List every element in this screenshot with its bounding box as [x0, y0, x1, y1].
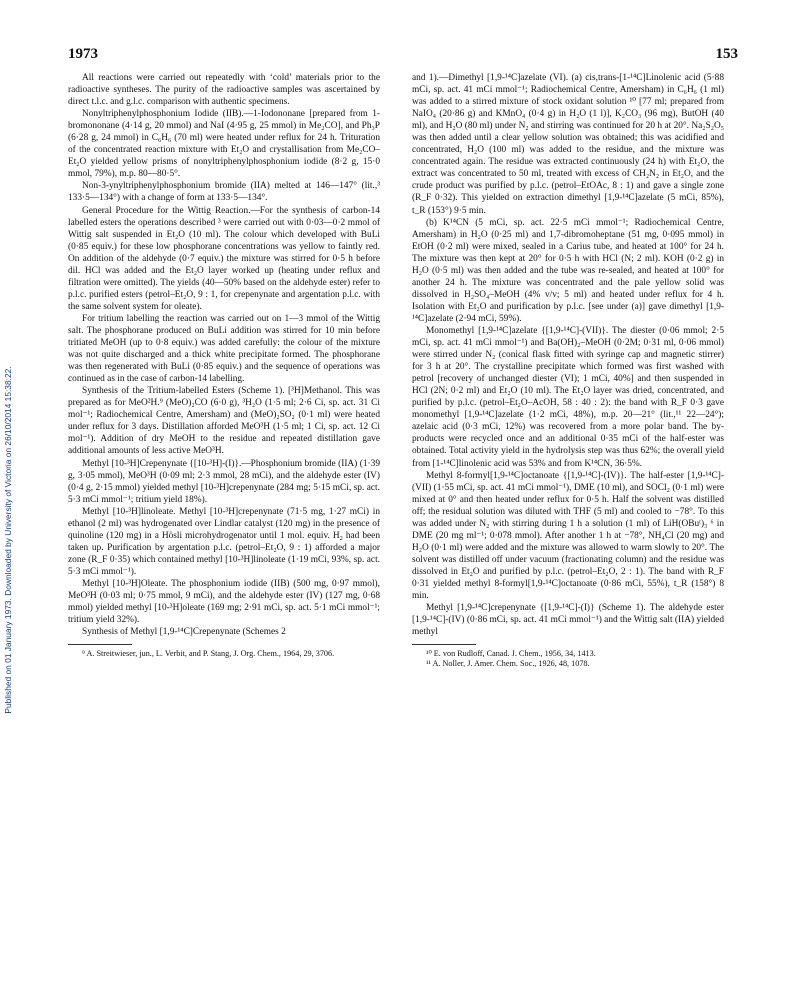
- left-paragraph: Methyl [10-³H]linoleate. Methyl [10-³H]crepenynate (71·5 mg, 1·27 mCi) in ethanol (2 ml) was hydrogenated over Lindlar catalyst (120 mg) in the presence of quinoline (120 mg) in a Hösli microhydrogenator until 1 mol. equiv. H₂ had been taken up. Purification by argentation p.l.c. (petrol–Et₂O, 9 : 1) afforded a major zone (R_F 0·35) which contained methyl [10-³H]linoleate (1·19 mCi, 93%, sp. act. 5·3 mCi mmol⁻¹).: [68, 506, 380, 577]
- footnote: ¹⁰ E. von Rudloff, Canad. J. Chem., 1956, 34, 1413.: [426, 649, 596, 659]
- running-header-year: 1973: [68, 46, 98, 62]
- footnote-divider: [68, 644, 132, 645]
- footnote-divider: [412, 644, 476, 645]
- download-notice-text[interactable]: Published on 01 January 1973. Downloaded by University of Victoria on 26/10/2014 15:38:22.: [3, 366, 13, 714]
- left-paragraph: Synthesis of Methyl [1,9-¹⁴C]Crepenynate (Schemes 2: [82, 627, 286, 638]
- footnote: ¹¹ A. Noller, J. Amer. Chem. Soc., 1926, 48, 1078.: [426, 659, 590, 669]
- right-paragraph: (b) K¹⁴CN (5 mCi, sp. act. 22·5 mCi mmol⁻¹; Radiochemical Centre, Amersham) in H₂O (0·25 ml) and 1,7-dibromoheptane (51 mg, 0·095 mmol) in EtOH (0·2 ml) were mixed, sealed in a Carius tube, and heated at 100° for 24 h. The mixture was then kept at 20° for 0·5 h with HCl (N; 2 ml). KOH (0·2 g) in H₂O (0·5 ml) was then added and the tube was re-sealed, and heated at 100° for another 24 h. The mixture was concentrated and the pale yellow solid was dissolved in H₂SO₄–MeOH (4% v/v; 5 ml) and heated under reflux for 4 h. Isolation with Et₂O and purification by p.l.c. [see under (a)] gave dimethyl [1,9-¹⁴C]azelate (2·94 mCi, 59%).: [412, 217, 724, 324]
- footnote: ⁹ A. Streitwieser, jun., L. Verbit, and P. Stang, J. Org. Chem., 1964, 29, 3706.: [82, 649, 335, 659]
- left-paragraph: For tritium labelling the reaction was carried out on 1—3 mmol of the Wittig salt. The phosphorane produced on BuLi addition was stirred for 10 min before tritiated MeOH (up to 0·8 equiv.) was added carefully: the colour of the mixture was not quite discharged and a thick white precipitate formed. The phosphorane was then regenerated with BuLi (0·85 equiv.) and the sequence of operations was continued as in the case of carbon-14 labelling.: [68, 313, 380, 385]
- page-number: 153: [715, 46, 738, 62]
- left-paragraph: Nonyltriphenylphosphonium Iodide (IIB).—1-Iodononane [prepared from 1-bromononane (4·14 g, 20 mmol) and NaI (4·95 g, 25 mmol) in Me₂CO], and Ph₃P (6·28 g, 24 mmol) in C₆H₆ (70 ml) were heated under reflux for 24 h. Trituration of the concentrated reaction mixture with Et₂O and crystallisation from Me₂CO–Et₂O yielded yellow prisms of nonyltriphenylphosphonium iodide (8·2 g, 15·0 mmol, 79%), m.p. 80—80·5°.: [68, 109, 380, 180]
- left-paragraph: Non-3-ynyltriphenylphosphonium bromide (IIA) melted at 146—147° (lit.,³ 133·5—134°) with a change of form at 133·5—134°.: [68, 181, 380, 204]
- left-paragraph: All reactions were carried out repeatedly with ‘cold’ materials prior to the radioactive syntheses. The purity of the radioactive samples was ascertained by direct t.l.c. and g.l.c. comparison with authentic specimens.: [68, 73, 380, 108]
- right-paragraph: and 1).—Dimethyl [1,9-¹⁴C]azelate (VI). (a) cis,trans-[1-¹⁴C]Linolenic acid (5·88 mCi, sp. act. 41 mCi mmol⁻¹; Radiochemical Centre, Amersham) in C₆H₆ (1 ml) was added to a stirred mixture of stock oxidant solution ¹⁰ [77 ml; prepared from NaIO₄ (20·86 g) and KMnO₄ (0·4 g) in H₂O (1 l)], K₂CO₃ (96 mg), ButOH (40 ml), and H₂O (80 ml) under N₂ and stirring was continued for 20 h at 20°. Na₂S₂O₅ was then added until a clear yellow solution was obtained; this was acidified and concentrated, H₂O (100 ml) was added to the residue, and the mixture was concentrated again. The residue was extracted continuously (24 h) with Et₂O, the extract was concentrated to 50 ml, treated with excess of CH₂N₂ in Et₂O, and the crude product was purified by p.l.c. (petrol–EtOAc, 8 : 1) and gave a single zone (R_F 0·32). This yielded on extraction dimethyl [1,9-¹⁴C]azelate (5 mCi, 85%), t_R (153°) 9·5 min.: [412, 73, 724, 216]
- right-paragraph: Methyl [1,9-¹⁴C]crepenynate {[1,9-¹⁴C]-(I)} (Scheme 1). The aldehyde ester [1,9-¹⁴C]-(IV) (0·86 mCi, sp. act. 41 mCi mmol⁻¹) and the Wittig salt (IIA) yielded methyl: [412, 603, 724, 638]
- right-paragraph: Methyl 8-formyl[1,9-¹⁴C]octanoate {[1,9-¹⁴C]-(IV)}. The half-ester [1,9-¹⁴C]-(VII) (1·55 mCi, sp. act. 41 mCi mmol⁻¹), DME (10 ml), and SOCl₂ (0·1 ml) were mixed at 0° and then heated under reflux for 0·5 h. Half the solvent was distilled off; the residual solution was diluted with THF (5 ml) and cooled to −78°. To this was added under N₂ with stirring during 1 h a solution (1 ml) of LiH(OBuᵗ)₃ ⁶ in DME (20 mg ml⁻¹; 0·078 mmol). After another 1 h at −78°, NH₄Cl (20 mg) and H₂O (0·1 ml) were added and the mixture was allowed to warm slowly to 20°. The solvent was distilled off under vacuum (fractionating column) and the residue was dissolved in Et₂O and purified by p.l.c. (petrol–Et₂O, 2 : 1). The band with R_F 0·31 yielded methyl 8-formyl[1,9-¹⁴C]octanoate (0·86 mCi, 55%), t_R (158°) 8 min.: [412, 470, 724, 602]
- left-paragraph: Methyl [10-³H]Oleate. The phosphonium iodide (IIB) (500 mg, 0·97 mmol), MeO³H (0·03 ml; 0·75 mmol, 9 mCi), and the aldehyde ester (IV) (127 mg, 0·68 mmol) yielded methyl [10-³H]oleate (169 mg; 2·91 mCi, sp. act. 5·1 mCi mmol⁻¹; tritium yield 32%).: [68, 578, 380, 626]
- left-paragraph: Methyl [10-³H]Crepenynate {[10-³H]-(I)}.—Phosphonium bromide (IIA) (1·39 g, 3·05 mmol), MeO³H (0·09 ml; 2·3 mmol, 28 mCi), and the aldehyde ester (IV) (0·4 g, 2·15 mmol) yielded methyl [10-³H]crepenynate (284 mg; 5·15 mCi, sp. act. 5·3 mCi mmol⁻¹; tritium yield 18%).: [68, 458, 380, 505]
- left-column: [68, 72, 380, 659]
- right-column: [412, 72, 724, 670]
- left-paragraph: Synthesis of the Tritium-labelled Esters (Scheme 1). [³H]Methanol. This was prepared as for MeO²H.⁹ (MeO)₂CO (6·0 g), ³H₂O (1·5 ml; 2·6 Ci, sp. act. 31 Ci mol⁻¹; Radiochemical Centre, Amersham) and (MeO)₂SO₂ (0·1 ml) were heated under reflux for 3 days. Distillation afforded MeO³H (1·5 ml; 1 Ci, sp. act. 12 Ci mol⁻¹). Addition of dry MeOH to the residue and repeated distillation gave additional amounts of less active MeO³H.: [68, 386, 380, 457]
- left-paragraph: General Procedure for the Wittig Reaction.—For the synthesis of carbon-14 labelled esters the operations described ³ were carried out with 0·03—0·2 mmol of Wittig salt suspended in Et₂O (10 ml). The colour which developed with BuLi (0·85 equiv.) for these low phosphorane concentrations was yellow to faintly red. On addition of the aldehyde (0·7 equiv.) the mixture was stirred for 0·5 h before dil. HCl was added and the Et₂O layer worked up (heating under reflux and filtration were omitted). The yields (40—50% based on the aldehyde ester) refer to p.l.c. purified esters (petrol–Et₂O, 9 : 1, for crepenynate and argentation p.l.c. with the same solvent system for oleate).: [68, 205, 380, 312]
- download-notice-sidebar: [0, 210, 14, 870]
- right-paragraph: Monomethyl [1,9-¹⁴C]azelate {[1,9-¹⁴C]-(VII)}. The diester (0·06 mmol; 2·5 mCi, sp. act. 41 mCi mmol⁻¹) and Ba(OH)₂–MeOH (0·2M; 0·31 ml, 0·06 mmol) were stirred under N₂ (conical flask fitted with syringe cap and magnetic stirrer) for 3 h at 20°. The crystalline precipitate which formed was first washed with petrol [recovery of unchanged diester (VI); 1 mCi, 40%] and then suspended in HCl (2N; 0·2 ml) and Et₂O (10 ml). The Et₂O layer was dried, concentrated, and purified by p.l.c. (petrol–Et₂O–AcOH, 58 : 40 : 2): the band with R_F 0·3 gave monomethyl [1,9-¹⁴C]azelate (1·2 mCi, 48%), m.p. 20—21° (lit.,¹¹ 22—24°); azelaic acid (0·3 mCi, 12%) was recovered from a more polar band. The by-products were recycled once and an additional 0·35 mCi of the half-ester was obtained. Total activity yield in the hydrolysis step was thus 62%; the overall yield from [1-¹⁴C]linolenic acid was 53% and from K¹⁴CN, 36·5%.: [412, 325, 724, 469]
